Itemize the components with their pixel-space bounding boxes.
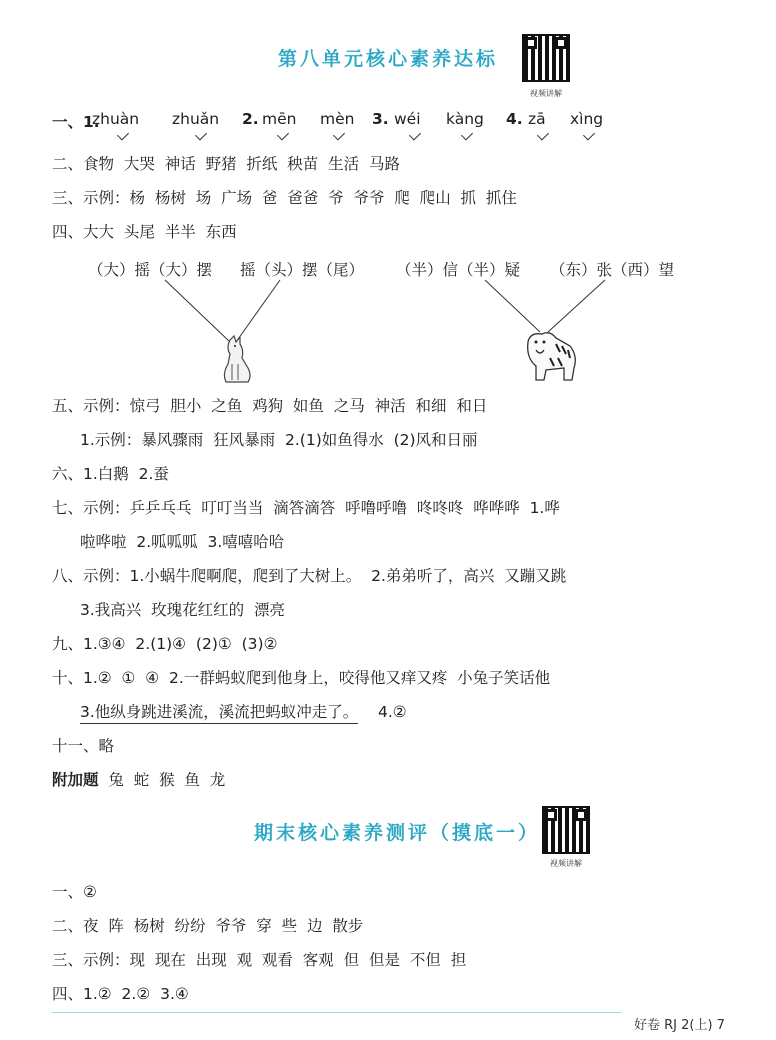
q1-num-4: 4. <box>506 110 523 128</box>
q9-line: 九、1.③④ 2.(1)④ (2)① (3)② <box>52 635 278 653</box>
idiom-1: （大）摇（大）摆 <box>88 261 213 279</box>
pinyin-5: wéi <box>394 110 421 128</box>
check-mark-icon <box>537 128 549 140</box>
check-mark-icon <box>583 128 595 140</box>
check-mark-icon <box>277 128 289 140</box>
pinyin-8: xìng <box>570 110 604 128</box>
q10-line-a: 十、1.② ① ④ 2.一群蚂蚁爬到他身上，咬得他又痒又疼 小兔子笑话他 <box>52 669 551 687</box>
s2-q3-line: 三、示例：现 现在 出现 观 观看 客观 但 但是 不但 担 <box>52 951 477 969</box>
pinyin-4: mèn <box>320 110 355 128</box>
q1-lead: 一、1. <box>52 113 100 131</box>
footer-text: 好卷 RJ 2(上) 7 <box>634 1018 725 1033</box>
s2-q2-line: 二、夜 阵 杨树 纷纷 爷爷 穿 些 边 散步 <box>52 917 364 935</box>
bonus-label: 附加题 <box>52 771 99 789</box>
pinyin-6: kàng <box>446 110 484 128</box>
tiger-illustration <box>520 328 580 382</box>
q1-num-2: 2. <box>242 110 259 128</box>
matching-lines <box>0 270 776 390</box>
pinyin-2: zhuǎn <box>172 110 220 128</box>
qr-caption: 视频讲解 <box>530 89 562 98</box>
q11-line: 十一、略 <box>52 737 115 755</box>
wolf-illustration <box>218 334 260 384</box>
section2-title: 期末核心素养测评（摸底一） <box>254 822 541 844</box>
pinyin-1: zhuàn <box>92 110 140 128</box>
idiom-2: 摇（头）摆（尾） <box>240 261 365 279</box>
bonus-line <box>52 770 225 790</box>
check-mark-icon <box>409 128 421 140</box>
idiom-4: （东）张（西）望 <box>550 261 675 279</box>
check-mark-icon <box>195 128 207 140</box>
q5-line-b: 1.示例：暴风骤雨 狂风暴雨 2.(1)如鱼得水 (2)风和日丽 <box>80 431 478 449</box>
check-mark-icon <box>333 128 345 140</box>
q10-line-c: 4.② <box>378 703 407 721</box>
q10-underlined-answer: 3.他纵身跳进溪流，溪流把蚂蚁冲走了。 <box>80 703 358 724</box>
idiom-3: （半）信（半）疑 <box>396 261 521 279</box>
s2-q4-line: 四、1.② 2.② 3.④ <box>52 985 189 1003</box>
q8-line-b: 3.我高兴 玫瑰花红红的 漂亮 <box>80 601 285 619</box>
q8-line-a: 八、示例：1.小蜗牛爬啊爬，爬到了大树上。 2.弟弟听了，高兴 又蹦又跳 <box>52 567 567 585</box>
q7-line-a: 七、示例：乒乒乓乓 叮叮当当 滴答滴答 呼噜呼噜 咚咚咚 哗哗哗 1.哗 <box>52 499 560 517</box>
pinyin-7: zā <box>528 110 546 128</box>
q6-line: 六、1.白鹅 2.蚕 <box>52 465 169 483</box>
check-mark-icon <box>461 128 473 140</box>
pinyin-3: mēn <box>262 110 297 128</box>
q4-line: 四、大大 头尾 半半 东西 <box>52 223 237 241</box>
qr-code-icon[interactable] <box>542 806 590 854</box>
check-mark-icon <box>117 128 129 140</box>
qr-code-icon[interactable] <box>522 34 570 82</box>
q2-line: 二、食物 大哭 神话 野猪 折纸 秧苗 生活 马路 <box>52 155 400 173</box>
section1-title: 第八单元核心素养达标 <box>278 48 499 70</box>
q1-num-3: 3. <box>372 110 389 128</box>
s2-q1-line: 一、② <box>52 883 97 901</box>
q7-line-b: 啦哗啦 2.呱呱呱 3.嘻嘻哈哈 <box>80 533 285 551</box>
qr-caption: 视频讲解 <box>550 859 582 868</box>
q3-line: 三、示例：杨 杨树 场 广场 爸 爸爸 爷 爷爷 爬 爬山 抓 抓住 <box>52 189 517 207</box>
footer-rule <box>52 1012 622 1013</box>
q5-line-a: 五、示例：惊弓 胆小 之鱼 鸡狗 如鱼 之马 神活 和细 和日 <box>52 397 488 415</box>
q10-line-b <box>80 702 407 722</box>
bonus-answer: 兔 蛇 猴 鱼 龙 <box>108 771 226 789</box>
